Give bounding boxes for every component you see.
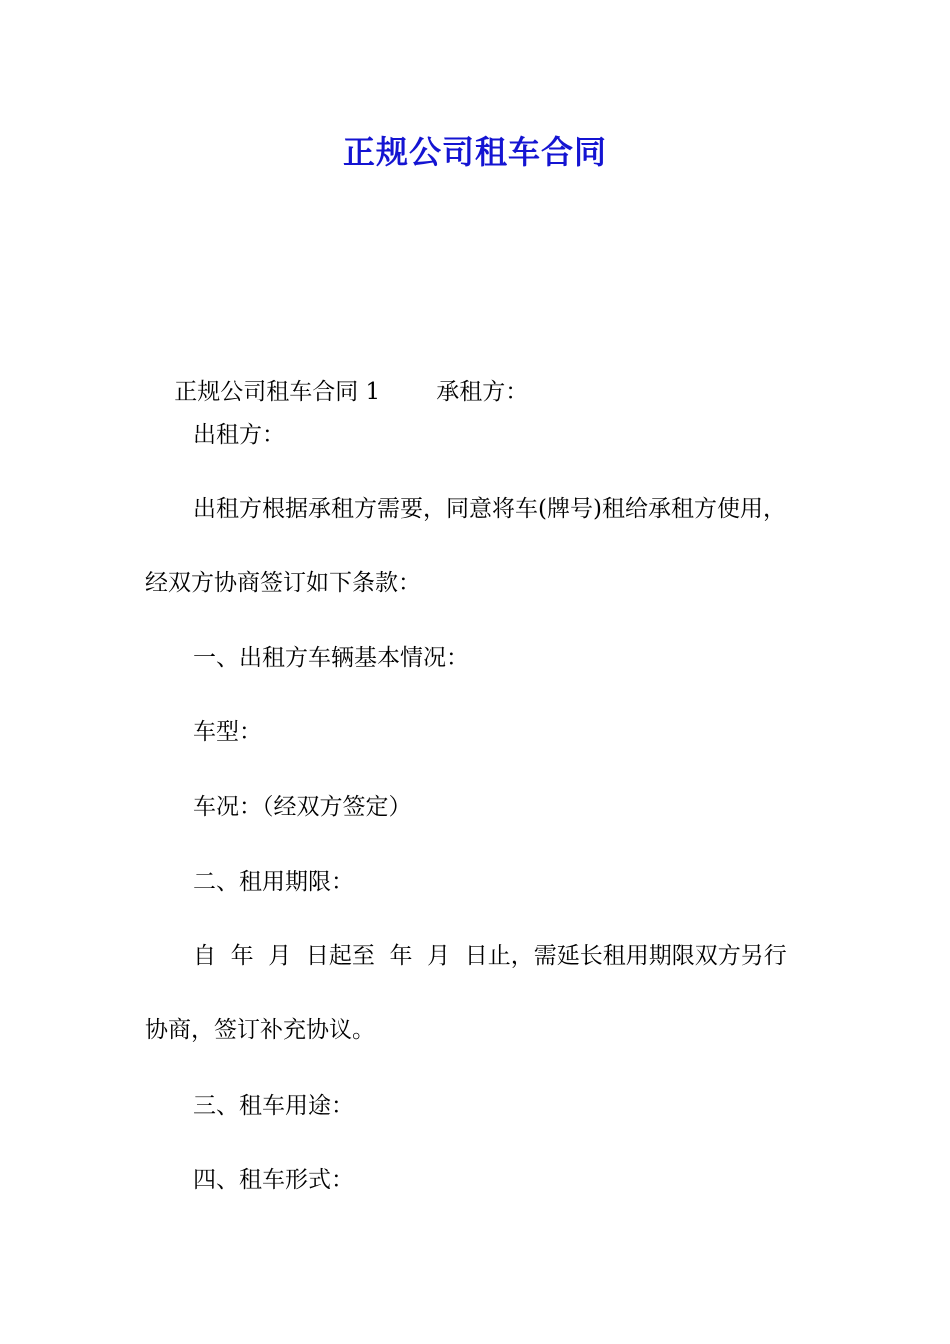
rental-period-line1: 自 年 月 日起至 年 月 日止，需延长租用期限双方另行 (193, 943, 787, 969)
vehicle-condition-label: 车况：（经双方签定） (193, 794, 412, 820)
rental-period-line2: 协商，签订补充协议。 (145, 1017, 375, 1043)
paragraph-intro-line1: 出租方根据承租方需要，同意将车(牌号)租给承租方使用， (193, 496, 786, 522)
document-title: 正规公司租车合同 (342, 133, 607, 171)
section-4-heading: 四、租车形式： (193, 1167, 354, 1193)
contract-number-text: 正规公司租车合同 1 (174, 379, 381, 405)
paragraph-intro-line2: 经双方协商签订如下条款： (145, 570, 421, 596)
section-3-heading: 三、租车用途： (193, 1093, 354, 1119)
lessee-label: 承租方： (436, 379, 529, 405)
section-1-heading: 一、出租方车辆基本情况： (193, 645, 469, 671)
vehicle-model-label: 车型： (193, 719, 262, 745)
lessor-label: 出租方： (193, 422, 285, 448)
section-2-heading: 二、租用期限： (193, 869, 354, 895)
